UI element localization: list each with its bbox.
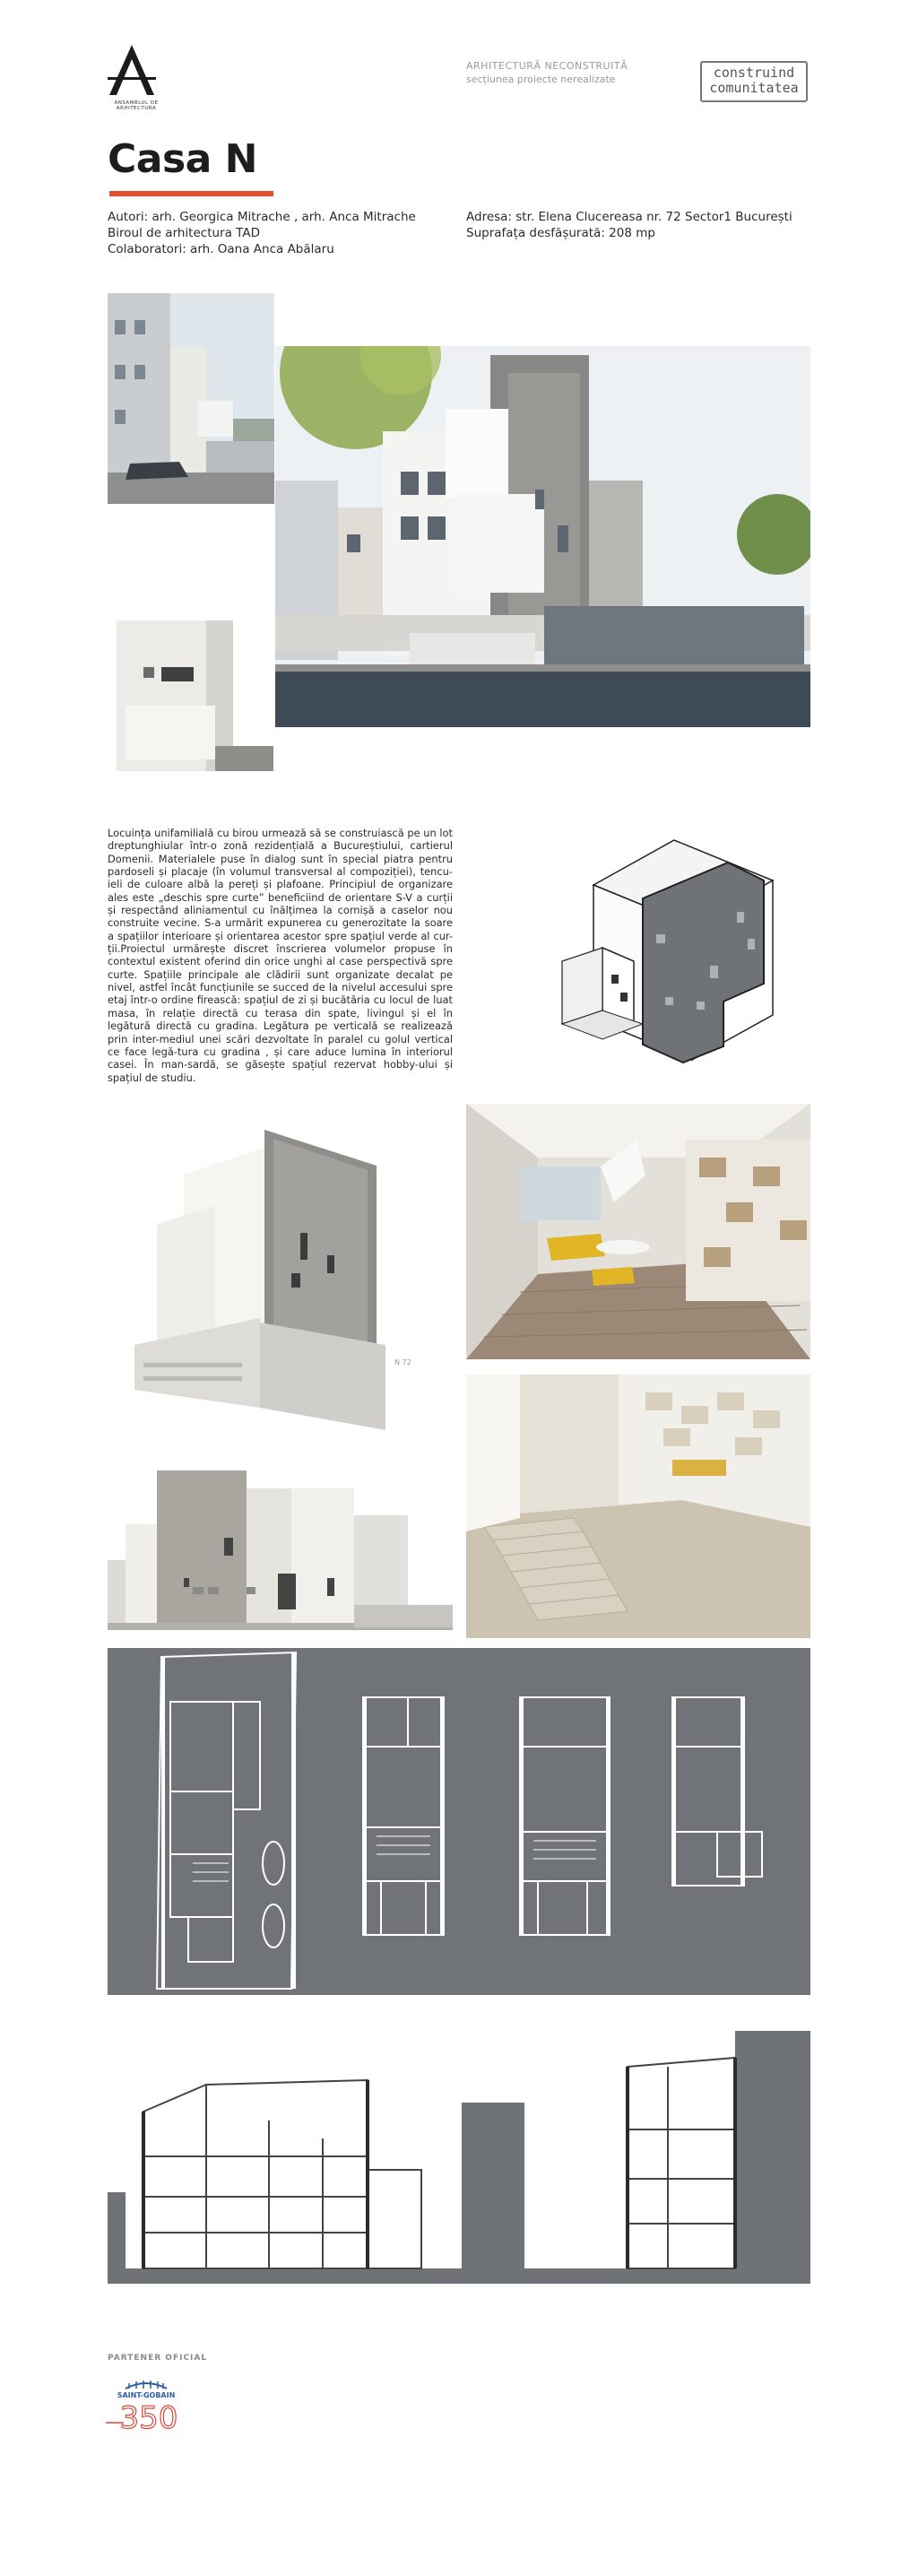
- photo-main-exterior: [275, 346, 810, 727]
- floor-plans-panel: [108, 1648, 810, 1995]
- ansamblul-logo-icon: [106, 43, 158, 99]
- logo-caption: ANSAMBLUL DE ARHITECTURA: [114, 100, 159, 111]
- area: Suprafața desfășurată: 208 mp: [466, 226, 655, 240]
- section-line-1: ARHITECTURĂ NECONSTRUITĂ: [466, 60, 628, 72]
- project-details: [466, 209, 792, 241]
- section-line-2: secțiunea proiecte nerealizate: [466, 74, 616, 85]
- sponsor-number: 350: [119, 2400, 178, 2436]
- page-title: Casa N: [108, 136, 258, 182]
- address: Adresa: str. Elena Clucereasa nr. 72 Sector1 București: [466, 210, 792, 224]
- photo-facade-detail: [108, 620, 273, 771]
- authors: Autori: arh. Georgica Mitrache , arh. Anca Mitrache: [108, 210, 416, 224]
- section-tag: [466, 59, 628, 86]
- construind-comunitatea-logo: [700, 61, 808, 102]
- axonometric-diagram: [549, 831, 777, 1082]
- partner-label: PARTENER OFICIAL: [108, 2354, 208, 2363]
- sponsor-name: SAINT-GOBAIN: [117, 2391, 176, 2399]
- office: Biroul de arhitectura TAD: [108, 226, 260, 240]
- project-description: Locuința unifamilială cu birou urmează să se construiască pe un lot dreptunghiular într-o zonă rezidențială a Bucureștiului, cartierul Domenii. Materialele puse în dialog sunt în special piatra pentru pardoseli și placaje (în volumul transversal al compoziției), tencu-ieli de culoare albă la pereți și plafoane. Principiul de organizare ales este „deschis spre curte” beneficiind de orientare S-V a curții și respectând aliniamentul cu înălțimea la cornișă a caselor nou construite vecine. S-a urmărit expunerea cu generozitate la soare a spațiilor interioare și orientarea acestor spre spațiul verde al cur-ții.Proiectul urmărește discret înscrierea volumelor propuse în contextul existent oferind din orice unghi al case perspectivă spre curte. Spațiile principale ale clădirii sunt organizate decalat pe nivel, astfel încât funcțiunile se succed de la nivelul accesului spre etaj într-o ordine firească: spațiul de zi și bucătăria cu locul de luat masa, în relație directă cu terasa din spate, livingul și el în legătură directă cu gradina. Legătura pe verticală se realizează prin inter-mediul unei scări dezvoltate în paralel cu golul vertical ce face legă-tura cu gradina , și care aduce lumina în interiorul casei. În man-sardă, se găsește spațiul rezervat hobby-ului și spațiul de studiu.: [108, 827, 456, 1084]
- title-underline: [109, 191, 273, 196]
- cc-logo-line-2: comunitatea: [709, 80, 799, 96]
- render-interior-living: [466, 1104, 810, 1359]
- saint-gobain-350-logo: [106, 2376, 204, 2439]
- svg-text:N 72: N 72: [394, 1358, 411, 1366]
- collaborators: Colaboratori: arh. Oana Anca Abălaru: [108, 242, 334, 256]
- render-exterior-perspective: [108, 1121, 446, 1430]
- building-sections-panel: [108, 2031, 810, 2284]
- cc-logo-line-1: construind: [713, 65, 795, 81]
- project-credits: [108, 209, 416, 257]
- render-front-elevation: [108, 1453, 453, 1641]
- photo-street-view: [108, 293, 274, 504]
- render-interior-stairs: [466, 1375, 810, 1638]
